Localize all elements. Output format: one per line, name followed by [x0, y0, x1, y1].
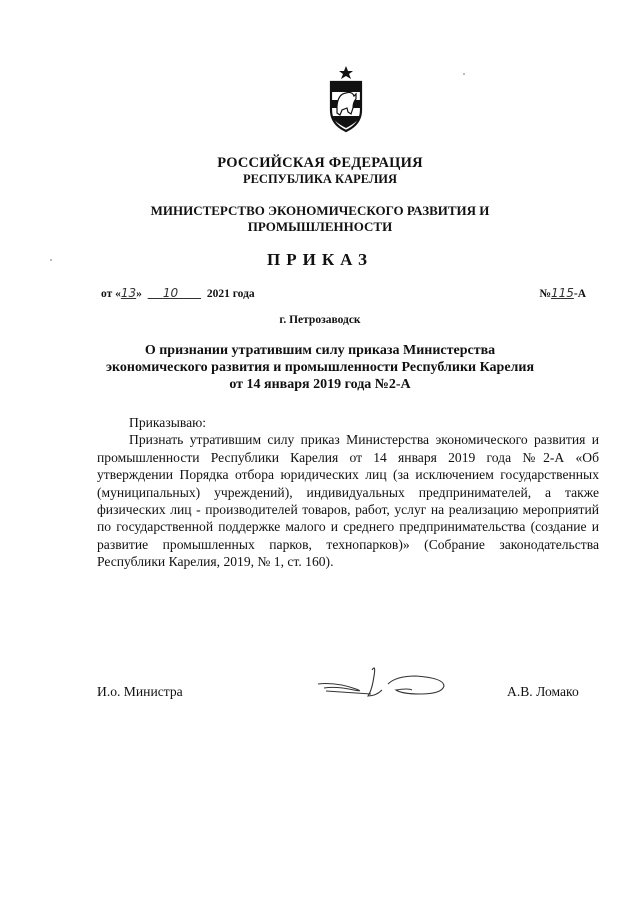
order-title-line1: О признании утратившим силу приказа Министерства [144, 343, 496, 358]
ministry-heading-line1: МИНИСТЕРСТВО ЭКОНОМИЧЕСКОГО РАЗВИТИЯ И [150, 203, 490, 218]
republic-heading: РЕСПУБЛИКА КАРЕЛИЯ [242, 172, 398, 186]
order-title-line2: экономического развития и промышленности Республики Карелия [105, 360, 535, 375]
date-day: 13 [120, 286, 137, 300]
order-body [97, 414, 599, 571]
date-month: 10 [162, 286, 179, 300]
signatory-role: И.о. Министра [97, 684, 183, 699]
date-number-line [101, 286, 586, 304]
signatory-name: А.В. Ломако [507, 684, 579, 699]
order-date [101, 286, 255, 300]
number-suffix: -А [573, 288, 586, 300]
order-word: Приказываю: [129, 415, 207, 430]
coat-of-arms-karelia-icon [326, 64, 366, 134]
order-title-line3: от 14 января 2019 года №2-А [229, 377, 411, 392]
date-prefix: от « [101, 288, 121, 300]
scan-speck [463, 73, 465, 75]
date-close-quote: » [136, 288, 142, 300]
city-label: г. Петрозаводск [279, 314, 361, 326]
number-prefix: № [539, 288, 551, 300]
number-value: 115 [550, 286, 574, 300]
document-type-heading: ПРИКАЗ [267, 250, 373, 269]
handwritten-signature [316, 662, 456, 706]
date-year: 2021 года [206, 288, 255, 300]
ministry-heading-line2: ПРОМЫШЛЕННОСТИ [247, 219, 393, 234]
order-paragraph: Признать утратившим силу приказ Министерства экономического развития и промышленности Республики Карелия от 14 января 2019 года №2-А «Об утверждении Порядка отбора юридических лиц (за исключением государственных (муниципальных) учреждений), индивидуальных предпринимателей, а также физических лиц - производителей товаров, работ, услуг на реализацию мероприятий по государственной поддержке малого и среднего предпринимательства (создание и развитие промышленных парков, технопарков)» (Собрание законодательства Республики Карелия, 2019, № 1, ст. 160). [97, 432, 599, 570]
order-number [539, 286, 586, 300]
country-heading: РОССИЙСКАЯ ФЕДЕРАЦИЯ [217, 155, 423, 171]
